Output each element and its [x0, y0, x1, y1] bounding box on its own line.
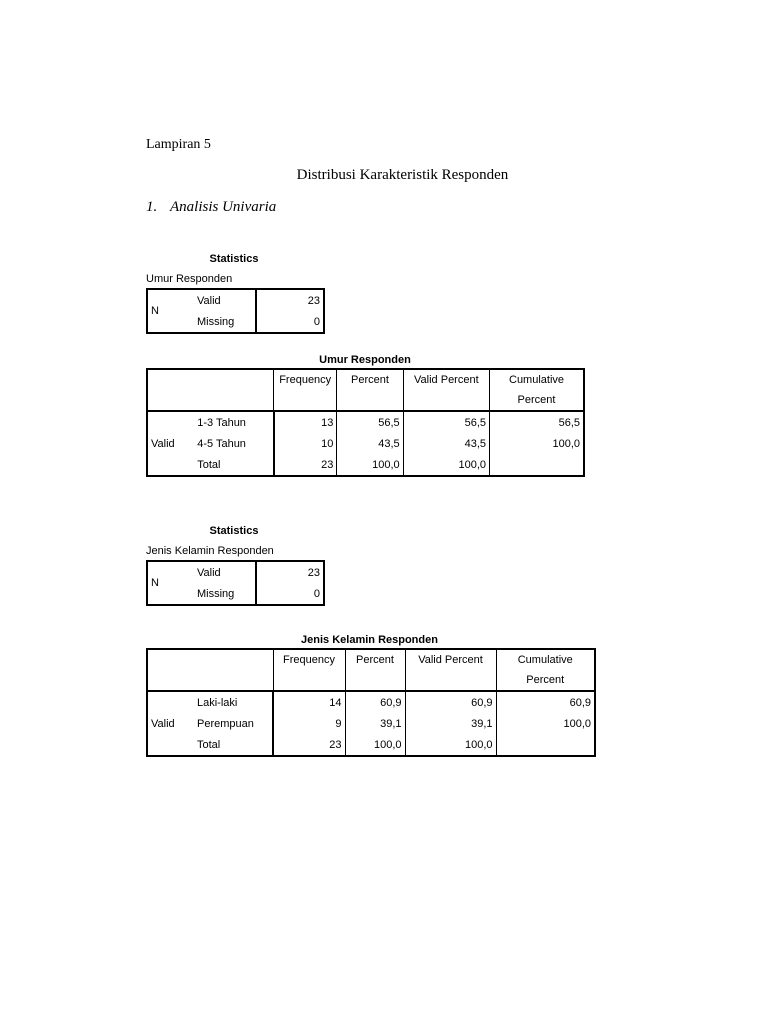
- cell-frequency: 9: [273, 713, 345, 734]
- cell-percent: 60,9: [345, 691, 405, 713]
- cell-cumulative: 100,0: [490, 433, 584, 454]
- cell-valid-percent: 60,9: [405, 691, 496, 713]
- header-valid-percent: Valid Percent: [403, 369, 489, 390]
- header-cumulative: Cumulative: [490, 369, 584, 390]
- section-heading: [146, 199, 276, 216]
- frequency-table-1: [146, 368, 585, 477]
- header-cumulative: Cumulative: [496, 649, 595, 670]
- cell-cumulative: 100,0: [496, 713, 595, 734]
- stats-subtitle-2: Jenis Kelamin Responden: [146, 545, 274, 557]
- group-label: Valid: [147, 691, 194, 756]
- cell-cumulative: 60,9: [496, 691, 595, 713]
- appendix-label: Lampiran 5: [146, 137, 211, 152]
- section-title: Analisis Univaria: [170, 199, 277, 215]
- header-cumulative-percent: Percent: [496, 670, 595, 691]
- stats-title-1: Statistics: [209, 253, 259, 265]
- table-header-row: [147, 369, 584, 390]
- cell-valid-percent: 100,0: [405, 734, 496, 756]
- cell-percent: 100,0: [337, 454, 403, 476]
- cell-percent: 56,5: [337, 411, 403, 433]
- missing-label: Missing: [197, 587, 235, 600]
- valid-value: 23: [256, 561, 324, 583]
- stats-table-1: [146, 288, 325, 334]
- n-label: N: [151, 577, 159, 589]
- valid-value: 23: [256, 289, 324, 311]
- freq-title-2: Jenis Kelamin Responden: [301, 634, 438, 646]
- table-row: [147, 289, 324, 311]
- table-row: [147, 713, 595, 734]
- table-row: [147, 411, 584, 433]
- row-label: Perempuan: [197, 717, 254, 730]
- table-header-row: [147, 390, 584, 411]
- stats-title-2: Statistics: [209, 525, 259, 537]
- table-row: [147, 734, 595, 756]
- header-percent: Percent: [345, 649, 405, 670]
- n-label: N: [151, 305, 159, 317]
- row-label: Laki-laki: [194, 691, 273, 713]
- cell-percent: 43,5: [337, 433, 403, 454]
- missing-value: 0: [256, 311, 324, 333]
- header-frequency: Frequency: [274, 369, 337, 390]
- stats-subtitle-1: Umur Responden: [146, 273, 233, 285]
- cell-frequency: 14: [273, 691, 345, 713]
- cell-cumulative: [490, 454, 584, 476]
- missing-value: 0: [256, 583, 324, 605]
- row-label: 1-3 Tahun: [194, 411, 273, 433]
- row-label: Total: [197, 458, 221, 471]
- cell-frequency: 23: [273, 734, 345, 756]
- header-cumulative-percent: Percent: [490, 390, 584, 411]
- row-label: 4-5 Tahun: [197, 437, 246, 450]
- header-frequency: Frequency: [273, 649, 345, 670]
- stats-table-2: [146, 560, 325, 606]
- cell-cumulative: 56,5: [490, 411, 584, 433]
- cell-percent: 100,0: [345, 734, 405, 756]
- table-row: [147, 691, 595, 713]
- cell-valid-percent: 100,0: [403, 454, 489, 476]
- cell-valid-percent: 56,5: [403, 411, 489, 433]
- frequency-table-2: [146, 648, 596, 757]
- table-row: [147, 454, 584, 476]
- cell-frequency: 13: [274, 411, 337, 433]
- valid-label: Valid: [197, 294, 221, 307]
- table-row: [147, 561, 324, 583]
- table-header-row: [147, 649, 595, 670]
- header-valid-percent: Valid Percent: [405, 649, 496, 670]
- freq-title-1: Umur Responden: [319, 354, 411, 366]
- row-label: Total: [197, 738, 221, 751]
- page-title: Distribusi Karakteristik Responden: [296, 167, 509, 183]
- cell-frequency: 23: [274, 454, 337, 476]
- valid-label: Valid: [197, 566, 221, 579]
- cell-percent: 39,1: [345, 713, 405, 734]
- cell-valid-percent: 39,1: [405, 713, 496, 734]
- group-label: Valid: [147, 411, 194, 476]
- cell-frequency: 10: [274, 433, 337, 454]
- cell-cumulative: [496, 734, 595, 756]
- missing-label: Missing: [197, 315, 235, 328]
- table-row: [147, 433, 584, 454]
- section-number: 1.: [146, 199, 158, 215]
- table-header-row: [147, 670, 595, 691]
- header-percent: Percent: [337, 369, 403, 390]
- cell-valid-percent: 43,5: [403, 433, 489, 454]
